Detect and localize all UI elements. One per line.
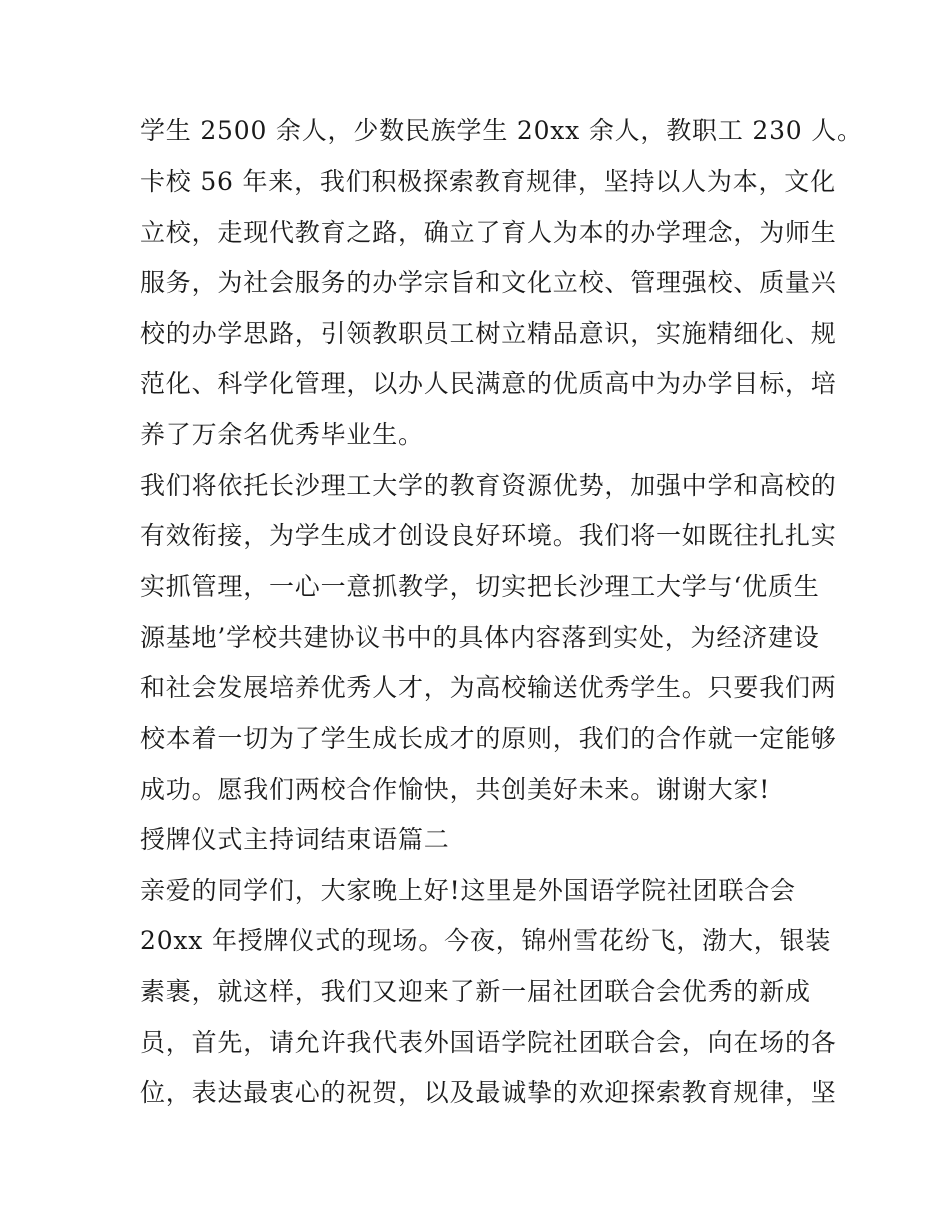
paragraph-line: 我们将依托长沙理工大学的教育资源优势，加强中学和高校的 [140, 471, 837, 500]
paragraph-line: 和社会发展培养优秀人才，为高校输送优秀学生。只要我们两 [140, 673, 837, 702]
paragraph-line: 亲爱的同学们，大家晚上好!这里是外国语学院社团联合会 [140, 876, 796, 905]
paragraph-line: 立校，走现代教育之路，确立了育人为本的办学理念，为师生 [140, 218, 837, 247]
paragraph-line: 卡校 56 年来，我们积极探索教育规律，坚持以人为本，文化 [140, 167, 836, 196]
paragraph-line: 素裹，就这样，我们又迎来了新一届社团联合会优秀的新成 [140, 977, 811, 1006]
paragraph-line: 养了万余名优秀毕业生。 [140, 420, 424, 449]
paragraph-line: 员，首先，请允许我代表外国语学院社团联合会，向在场的各 [140, 1028, 837, 1057]
paragraph-line: 有效衔接，为学生成才创设良好环境。我们将一如既往扎扎实 [140, 521, 837, 550]
paragraph-line: 实抓管理，一心一意抓教学，切实把长沙理工大学与‘优质生 [140, 572, 820, 601]
paragraph-line: 校的办学思路，引领教职员工树立精品意识，实施精细化、规 [140, 319, 837, 348]
section-heading: 授牌仪式主持词结束语篇二 [140, 825, 450, 854]
paragraph-line: 成功。愿我们两校合作愉快，共创美好未来。谢谢大家! [140, 775, 771, 804]
paragraph-line: 20xx 年授牌仪式的现场。今夜，锦州雪花纷飞，渤大，银装 [140, 926, 832, 955]
paragraph-line: 源基地’学校共建协议书中的具体内容落到实处，为经济建设 [140, 623, 820, 652]
paragraph-line: 位，表达最衷心的祝贺，以及最诚挚的欢迎探索教育规律，坚 [140, 1078, 837, 1107]
paragraph-line: 服务，为社会服务的办学宗旨和文化立校、管理强校、质量兴 [140, 268, 837, 297]
paragraph-line: 校本着一切为了学生成长成才的原则，我们的合作就一定能够 [140, 724, 837, 753]
paragraph-line: 学生 2500 余人，少数民族学生 20xx 余人，教职工 230 人。 [140, 116, 863, 145]
paragraph-line: 范化、科学化管理，以办人民满意的优质高中为办学目标，培 [140, 369, 837, 398]
